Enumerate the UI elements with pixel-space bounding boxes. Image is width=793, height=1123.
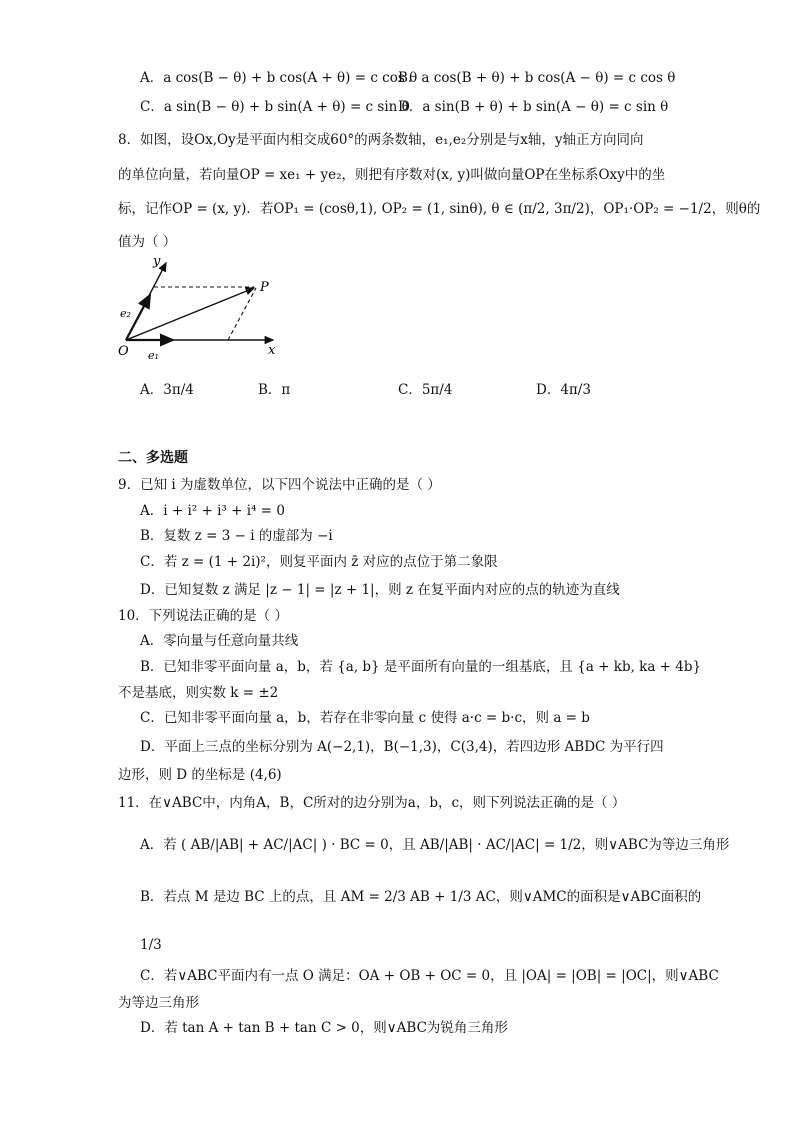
section-title-multiple-choice: 二、多选题 — [118, 450, 188, 466]
q8-option-d: D．4π/3 — [536, 382, 591, 398]
q9-option-b: B．复数 z = 3 − i 的虚部为 −i — [140, 528, 333, 544]
op-vector — [126, 288, 254, 340]
q9-option-d: D．已知复数 z 满足 |z − 1| = |z + 1|，则 z 在复平面内对应的点的轨迹为直线 — [140, 582, 620, 598]
q9-stem: 9．已知 i 为虚数单位，以下四个说法中正确的是（ ） — [118, 477, 441, 493]
p-label: P — [260, 280, 269, 295]
q10-stem: 10．下列说法正确的是（ ） — [118, 608, 288, 624]
q7-option-b: B．a cos(B + θ) + b cos(A − θ) = c cos θ — [398, 70, 676, 86]
e1-label: e₁ — [148, 349, 159, 362]
q7-option-d: D．a sin(B + θ) + b sin(A − θ) = c sin θ — [398, 99, 669, 115]
q11-option-c-line1: C．若∨ABC平面内有一点 O 满足：OA + OB + OC = 0，且 |OA| = |OB| = |OC|，则∨ABC — [140, 968, 719, 984]
q10-option-d-line2: 边形，则 D 的坐标是 (4,6) — [118, 767, 282, 783]
q9-option-a: A．i + i² + i³ + i⁴ = 0 — [140, 503, 285, 519]
y-label: y — [153, 255, 161, 269]
q8-line-2: 的单位向量，若向量OP = xe₁ + ye₂，则把有序数对(x, y)叫做向量OP在坐标系Oxy中的坐 — [118, 167, 666, 183]
e2-label: e₂ — [120, 307, 131, 320]
q9-option-c: C．若 z = (1 + 2i)²，则复平面内 z̄ 对应的点位于第二象限 — [140, 554, 498, 570]
q7-option-a: A．a cos(B − θ) + b cos(A + θ) = c cos θ — [140, 70, 418, 86]
q10-option-c: C．已知非零平面向量 a，b，若存在非零向量 c 使得 a·c = b·c，则 a = b — [140, 710, 590, 726]
q11-stem: 11．在∨ABC中，内角A，B，C所对的边分别为a，b，c，则下列说法正确的是（ ） — [118, 795, 626, 811]
q8-option-c: C．5π/4 — [398, 382, 453, 398]
x-label: x — [268, 343, 276, 358]
q10-option-b-line2: 不是基底，则实数 k = ±2 — [118, 685, 279, 701]
q8-coordinate-figure — [118, 255, 288, 365]
o-label: O — [118, 344, 129, 359]
q8-option-a: A．3π/4 — [140, 382, 194, 398]
q10-option-d-line1: D．平面上三点的坐标分别为 A(−2,1)，B(−1,3)，C(3,4)，若四边形 ABDC 为平行四 — [140, 739, 664, 755]
q11-option-c-line2: 为等边三角形 — [118, 995, 199, 1011]
q8-line-4: 值为（ ） — [118, 234, 177, 250]
q8-line-1: 8．如图，设Ox,Oy是平面内相交成60°的两条数轴，e₁,e₂分别是与x轴，y轴正方向同向 — [118, 132, 644, 148]
q11-option-d: D．若 tan A + tan B + tan C > 0，则∨ABC为锐角三角形 — [140, 1020, 508, 1036]
q11-option-b-line2: 1/3 — [140, 937, 162, 953]
q11-option-a: A．若 ( AB/|AB| + AC/|AC| ) · BC = 0，且 AB/|AB| · AC/|AC| = 1/2，则∨ABC为等边三角形 — [140, 837, 730, 853]
q7-option-c: C．a sin(B − θ) + b sin(A + θ) = c sin θ — [140, 99, 410, 115]
q8-option-b: B．π — [258, 382, 291, 398]
dashed-parallel — [228, 288, 256, 340]
q10-option-a: A．零向量与任意向量共线 — [140, 633, 299, 649]
q8-line-3: 标，记作OP = (x, y)．若OP₁ = (cosθ,1), OP₂ = (1, sinθ), θ ∈ (π/2, 3π/2)，OP₁·OP₂ = −1/2，则θ的 — [118, 201, 761, 217]
q10-option-b-line1: B．已知非零平面向量 a，b，若 {a, b} 是平面所有向量的一组基底，且 {a + kb, ka + 4b} — [140, 659, 702, 675]
q11-option-b-line1: B．若点 M 是边 BC 上的点，且 AM = 2/3 AB + 1/3 AC，则∨AMC的面积是∨ABC面积的 — [140, 889, 702, 905]
